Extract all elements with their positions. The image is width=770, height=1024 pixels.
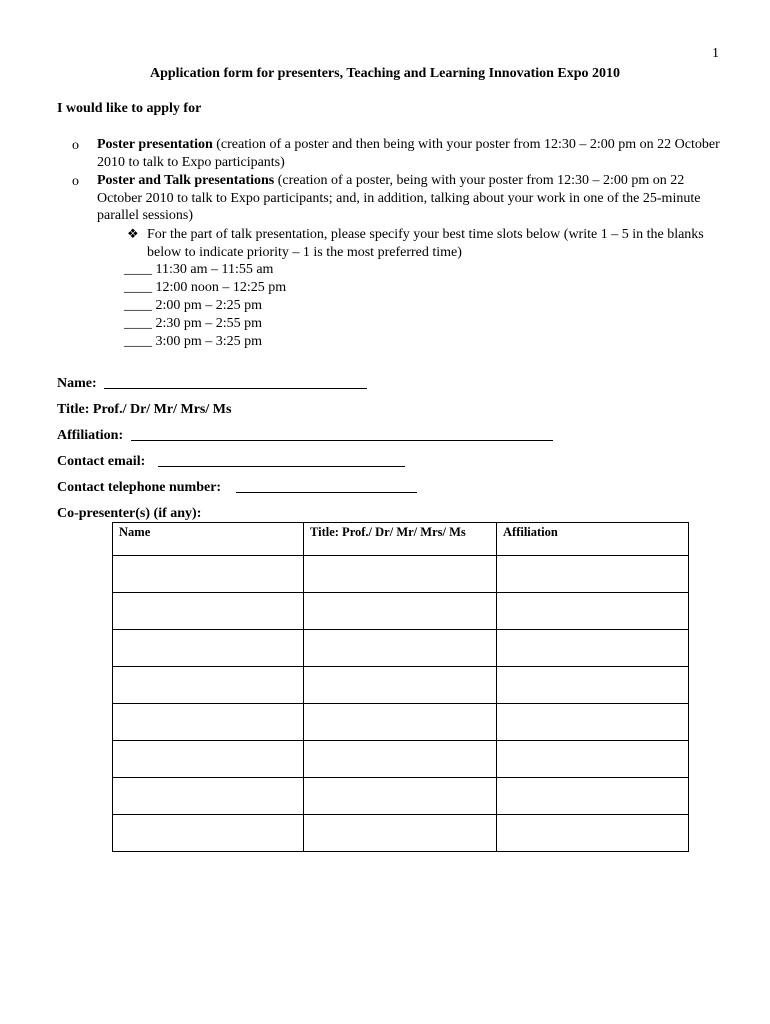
- slot-label: 2:00 pm – 2:25 pm: [155, 298, 263, 313]
- name-input-line[interactable]: [104, 388, 367, 389]
- table-row: [113, 556, 689, 593]
- phone-label: Contact telephone number:: [57, 480, 222, 495]
- cell-affiliation[interactable]: [497, 556, 689, 593]
- copresenters-label: Co-presenter(s) (if any):: [57, 506, 202, 521]
- page-number: 1: [712, 46, 719, 61]
- cell-name[interactable]: [113, 630, 304, 667]
- cell-name[interactable]: [113, 741, 304, 778]
- copresenter-table: [112, 522, 689, 852]
- cell-title[interactable]: [304, 630, 497, 667]
- title-options-label: Title: Prof./ Dr/ Mr/ Mrs/ Ms: [57, 402, 232, 417]
- option-poster-label: Poster presentation: [97, 137, 213, 152]
- option-poster-talk-label: Poster and Talk presentations: [97, 173, 275, 188]
- option-1-bullet-icon[interactable]: o: [72, 138, 79, 153]
- slot-blank[interactable]: ____: [124, 316, 152, 331]
- slot-blank[interactable]: ____: [124, 298, 152, 313]
- cell-name[interactable]: [113, 704, 304, 741]
- slot-blank[interactable]: ____: [124, 280, 152, 295]
- option-poster-talk: [97, 172, 727, 225]
- cell-title[interactable]: [304, 741, 497, 778]
- time-slot-instruction: For the part of talk presentation, please specify your best time slots below (write 1 – 5 in the blanks below to indicate priority – 1 is the most preferred time): [147, 227, 704, 260]
- cell-name[interactable]: [113, 778, 304, 815]
- cell-name[interactable]: [113, 815, 304, 852]
- time-slot-row: [124, 316, 262, 332]
- form-title: Application form for presenters, Teaching and Learning Innovation Expo 2010: [149, 66, 621, 81]
- slot-label: 11:30 am – 11:55 am: [155, 262, 274, 277]
- header-affiliation: Affiliation: [497, 523, 689, 556]
- cell-affiliation[interactable]: [497, 815, 689, 852]
- cell-affiliation[interactable]: [497, 778, 689, 815]
- option-poster-text: (creation of a poster and then being with your poster from 12:30 – 2:00 pm on 22 October 2010 to talk to Expo participants): [97, 137, 720, 170]
- table-row: [113, 593, 689, 630]
- table-row: [113, 667, 689, 704]
- cell-name[interactable]: [113, 556, 304, 593]
- diamond-bullet-icon: ❖: [127, 226, 139, 241]
- slot-blank[interactable]: ____: [124, 334, 152, 349]
- cell-affiliation[interactable]: [497, 667, 689, 704]
- cell-affiliation[interactable]: [497, 741, 689, 778]
- cell-affiliation[interactable]: [497, 593, 689, 630]
- slot-blank[interactable]: ____: [124, 262, 152, 277]
- cell-title[interactable]: [304, 556, 497, 593]
- cell-title[interactable]: [304, 667, 497, 704]
- time-slot-row: [124, 334, 262, 350]
- apply-intro: I would like to apply for: [57, 101, 202, 116]
- table-row: [113, 704, 689, 741]
- option-poster: [97, 136, 727, 171]
- time-slot-row: [124, 262, 273, 278]
- table-row: [113, 778, 689, 815]
- cell-name[interactable]: [113, 593, 304, 630]
- cell-title[interactable]: [304, 593, 497, 630]
- time-slot-row: [124, 298, 262, 314]
- option-poster-talk-text: (creation of a poster, being with your poster from 12:30 – 2:00 pm on 22 October 2010 to talk to Expo participants; and, in addition, talking about your work in one of the 25-minute parallel sessions): [97, 173, 701, 223]
- cell-affiliation[interactable]: [497, 630, 689, 667]
- slot-label: 2:30 pm – 2:55 pm: [155, 316, 263, 331]
- email-label: Contact email:: [57, 454, 146, 469]
- email-input-line[interactable]: [158, 466, 405, 467]
- header-name: Name: [113, 523, 304, 556]
- slot-label: 3:00 pm – 3:25 pm: [155, 334, 263, 349]
- name-label: Name:: [57, 376, 97, 391]
- cell-title[interactable]: [304, 815, 497, 852]
- slot-label: 12:00 noon – 12:25 pm: [155, 280, 287, 295]
- cell-name[interactable]: [113, 667, 304, 704]
- affiliation-input-line[interactable]: [131, 440, 553, 441]
- affiliation-label: Affiliation:: [57, 428, 124, 443]
- table-row: [113, 630, 689, 667]
- cell-affiliation[interactable]: [497, 704, 689, 741]
- phone-input-line[interactable]: [236, 492, 417, 493]
- table-header-row: [113, 523, 689, 556]
- time-slot-row: [124, 280, 286, 296]
- table-row: [113, 741, 689, 778]
- option-2-bullet-icon[interactable]: o: [72, 174, 79, 189]
- table-row: [113, 815, 689, 852]
- header-title: Title: Prof./ Dr/ Mr/ Mrs/ Ms: [304, 523, 497, 556]
- cell-title[interactable]: [304, 704, 497, 741]
- cell-title[interactable]: [304, 778, 497, 815]
